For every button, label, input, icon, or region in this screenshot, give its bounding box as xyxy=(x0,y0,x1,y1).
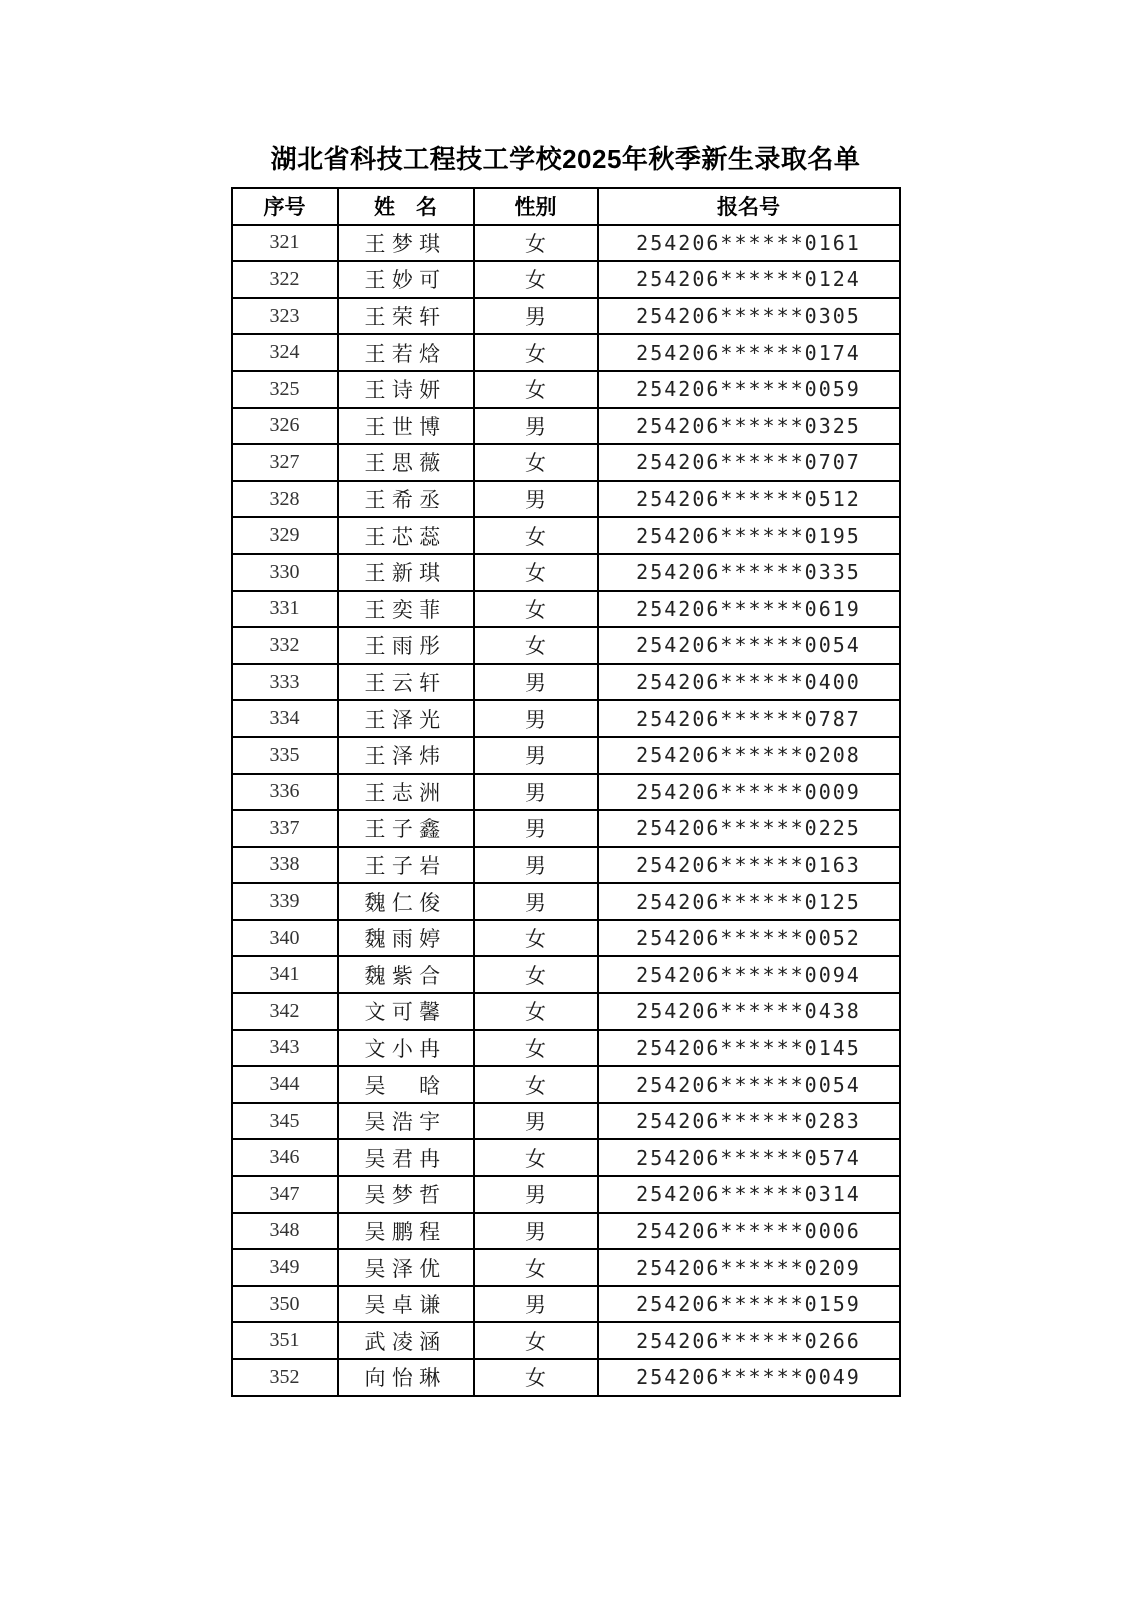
seq-cell: 329 xyxy=(232,517,338,554)
name-cell: 王梦琪 xyxy=(338,225,474,262)
gender-cell: 女 xyxy=(474,1322,598,1359)
regno-cell: 254206******0054 xyxy=(598,627,900,664)
gender-cell: 男 xyxy=(474,1103,598,1140)
gender-cell: 女 xyxy=(474,993,598,1030)
name-cell: 向怡琳 xyxy=(338,1359,474,1396)
seq-cell: 339 xyxy=(232,883,338,920)
table-row xyxy=(232,700,900,737)
name-cell: 吴君冉 xyxy=(338,1139,474,1176)
gender-cell: 男 xyxy=(474,1286,598,1323)
name-cell: 王泽炜 xyxy=(338,737,474,774)
seq-cell: 350 xyxy=(232,1286,338,1323)
seq-cell: 324 xyxy=(232,334,338,371)
regno-cell: 254206******0209 xyxy=(598,1249,900,1286)
seq-cell: 341 xyxy=(232,956,338,993)
seq-cell: 349 xyxy=(232,1249,338,1286)
seq-cell: 328 xyxy=(232,481,338,518)
gender-cell: 女 xyxy=(474,1139,598,1176)
seq-cell: 334 xyxy=(232,700,338,737)
table-row xyxy=(232,1103,900,1140)
name-cell: 王若焓 xyxy=(338,334,474,371)
page-title: 湖北省科技工程技工学校2025年秋季新生录取名单 xyxy=(270,144,861,174)
seq-cell: 347 xyxy=(232,1176,338,1213)
gender-cell: 男 xyxy=(474,774,598,811)
regno-cell: 254206******0163 xyxy=(598,847,900,884)
seq-cell: 323 xyxy=(232,298,338,335)
seq-cell: 327 xyxy=(232,444,338,481)
name-cell: 王思薇 xyxy=(338,444,474,481)
table-row xyxy=(232,1176,900,1213)
seq-cell: 344 xyxy=(232,1066,338,1103)
name-cell: 吴 晗 xyxy=(338,1066,474,1103)
seq-cell: 322 xyxy=(232,261,338,298)
regno-cell: 254206******0335 xyxy=(598,554,900,591)
name-cell: 王诗妍 xyxy=(338,371,474,408)
seq-cell: 351 xyxy=(232,1322,338,1359)
name-cell: 王奕菲 xyxy=(338,591,474,628)
regno-cell: 254206******0145 xyxy=(598,1030,900,1067)
seq-cell: 348 xyxy=(232,1213,338,1250)
name-cell: 吴泽优 xyxy=(338,1249,474,1286)
table-row xyxy=(232,1139,900,1176)
gender-cell: 男 xyxy=(474,737,598,774)
gender-cell: 女 xyxy=(474,1249,598,1286)
table-row xyxy=(232,774,900,811)
regno-cell: 254206******0707 xyxy=(598,444,900,481)
table-row xyxy=(232,664,900,701)
gender-cell: 女 xyxy=(474,1359,598,1396)
name-cell: 吴鹏程 xyxy=(338,1213,474,1250)
regno-cell: 254206******0512 xyxy=(598,481,900,518)
table-row xyxy=(232,993,900,1030)
seq-cell: 352 xyxy=(232,1359,338,1396)
table-row xyxy=(232,261,900,298)
seq-cell: 326 xyxy=(232,408,338,445)
name-cell: 王泽光 xyxy=(338,700,474,737)
regno-cell: 254206******0125 xyxy=(598,883,900,920)
table-row xyxy=(232,225,900,262)
regno-cell: 254206******0574 xyxy=(598,1139,900,1176)
gender-cell: 男 xyxy=(474,883,598,920)
header-gender: 性别 xyxy=(474,188,598,225)
table-row xyxy=(232,1213,900,1250)
name-cell: 王希丞 xyxy=(338,481,474,518)
gender-cell: 男 xyxy=(474,700,598,737)
table-row xyxy=(232,1359,900,1396)
seq-cell: 342 xyxy=(232,993,338,1030)
regno-cell: 254206******0006 xyxy=(598,1213,900,1250)
name-cell: 吴浩宇 xyxy=(338,1103,474,1140)
regno-cell: 254206******0049 xyxy=(598,1359,900,1396)
gender-cell: 女 xyxy=(474,1066,598,1103)
table-row xyxy=(232,554,900,591)
gender-cell: 女 xyxy=(474,334,598,371)
table-row xyxy=(232,1286,900,1323)
seq-cell: 345 xyxy=(232,1103,338,1140)
gender-cell: 女 xyxy=(474,371,598,408)
gender-cell: 女 xyxy=(474,261,598,298)
seq-cell: 338 xyxy=(232,847,338,884)
name-cell: 吴梦哲 xyxy=(338,1176,474,1213)
gender-cell: 男 xyxy=(474,847,598,884)
regno-cell: 254206******0161 xyxy=(598,225,900,262)
name-cell: 吴卓谦 xyxy=(338,1286,474,1323)
admission-table xyxy=(231,187,901,1397)
gender-cell: 女 xyxy=(474,956,598,993)
regno-cell: 254206******0195 xyxy=(598,517,900,554)
table-row xyxy=(232,1249,900,1286)
gender-cell: 女 xyxy=(474,225,598,262)
regno-cell: 254206******0283 xyxy=(598,1103,900,1140)
seq-cell: 325 xyxy=(232,371,338,408)
table-row xyxy=(232,1066,900,1103)
name-cell: 王新琪 xyxy=(338,554,474,591)
name-cell: 王志洲 xyxy=(338,774,474,811)
regno-cell: 254206******0225 xyxy=(598,810,900,847)
gender-cell: 男 xyxy=(474,298,598,335)
table-row xyxy=(232,810,900,847)
regno-cell: 254206******0052 xyxy=(598,920,900,957)
name-cell: 王芯蕊 xyxy=(338,517,474,554)
gender-cell: 男 xyxy=(474,1176,598,1213)
name-cell: 魏仁俊 xyxy=(338,883,474,920)
name-cell: 王雨彤 xyxy=(338,627,474,664)
regno-cell: 254206******0787 xyxy=(598,700,900,737)
regno-cell: 254206******0314 xyxy=(598,1176,900,1213)
seq-cell: 330 xyxy=(232,554,338,591)
table-row xyxy=(232,847,900,884)
header-row xyxy=(232,188,900,225)
name-cell: 王子鑫 xyxy=(338,810,474,847)
regno-cell: 254206******0054 xyxy=(598,1066,900,1103)
regno-cell: 254206******0619 xyxy=(598,591,900,628)
gender-cell: 男 xyxy=(474,408,598,445)
name-cell: 魏紫合 xyxy=(338,956,474,993)
seq-cell: 331 xyxy=(232,591,338,628)
regno-cell: 254206******0325 xyxy=(598,408,900,445)
regno-cell: 254206******0059 xyxy=(598,371,900,408)
table-row xyxy=(232,1030,900,1067)
table-row xyxy=(232,334,900,371)
table-row xyxy=(232,408,900,445)
seq-cell: 336 xyxy=(232,774,338,811)
header-regno: 报名号 xyxy=(598,188,900,225)
name-cell: 王子岩 xyxy=(338,847,474,884)
gender-cell: 女 xyxy=(474,627,598,664)
table-row xyxy=(232,956,900,993)
table-row xyxy=(232,627,900,664)
seq-cell: 332 xyxy=(232,627,338,664)
name-cell: 魏雨婷 xyxy=(338,920,474,957)
table-row xyxy=(232,591,900,628)
gender-cell: 男 xyxy=(474,664,598,701)
table-row xyxy=(232,883,900,920)
table-row xyxy=(232,920,900,957)
gender-cell: 女 xyxy=(474,517,598,554)
gender-cell: 男 xyxy=(474,481,598,518)
table-row xyxy=(232,481,900,518)
seq-cell: 346 xyxy=(232,1139,338,1176)
seq-cell: 321 xyxy=(232,225,338,262)
regno-cell: 254206******0266 xyxy=(598,1322,900,1359)
regno-cell: 254206******0305 xyxy=(598,298,900,335)
header-seq: 序号 xyxy=(232,188,338,225)
gender-cell: 女 xyxy=(474,554,598,591)
seq-cell: 343 xyxy=(232,1030,338,1067)
name-cell: 王云轩 xyxy=(338,664,474,701)
gender-cell: 男 xyxy=(474,1213,598,1250)
name-cell: 王荣轩 xyxy=(338,298,474,335)
regno-cell: 254206******0159 xyxy=(598,1286,900,1323)
gender-cell: 女 xyxy=(474,1030,598,1067)
seq-cell: 340 xyxy=(232,920,338,957)
regno-cell: 254206******0009 xyxy=(598,774,900,811)
gender-cell: 女 xyxy=(474,444,598,481)
regno-cell: 254206******0400 xyxy=(598,664,900,701)
regno-cell: 254206******0174 xyxy=(598,334,900,371)
table-row xyxy=(232,517,900,554)
table-row xyxy=(232,444,900,481)
seq-cell: 337 xyxy=(232,810,338,847)
name-cell: 武凌涵 xyxy=(338,1322,474,1359)
seq-cell: 335 xyxy=(232,737,338,774)
name-cell: 文可馨 xyxy=(338,993,474,1030)
regno-cell: 254206******0124 xyxy=(598,261,900,298)
gender-cell: 男 xyxy=(474,810,598,847)
table-row xyxy=(232,1322,900,1359)
header-name: 姓 名 xyxy=(338,188,474,225)
regno-cell: 254206******0208 xyxy=(598,737,900,774)
name-cell: 王妙可 xyxy=(338,261,474,298)
table-row xyxy=(232,371,900,408)
seq-cell: 333 xyxy=(232,664,338,701)
table-row xyxy=(232,298,900,335)
gender-cell: 女 xyxy=(474,591,598,628)
table-row xyxy=(232,737,900,774)
regno-cell: 254206******0094 xyxy=(598,956,900,993)
name-cell: 王世博 xyxy=(338,408,474,445)
gender-cell: 女 xyxy=(474,920,598,957)
name-cell: 文小冉 xyxy=(338,1030,474,1067)
regno-cell: 254206******0438 xyxy=(598,993,900,1030)
